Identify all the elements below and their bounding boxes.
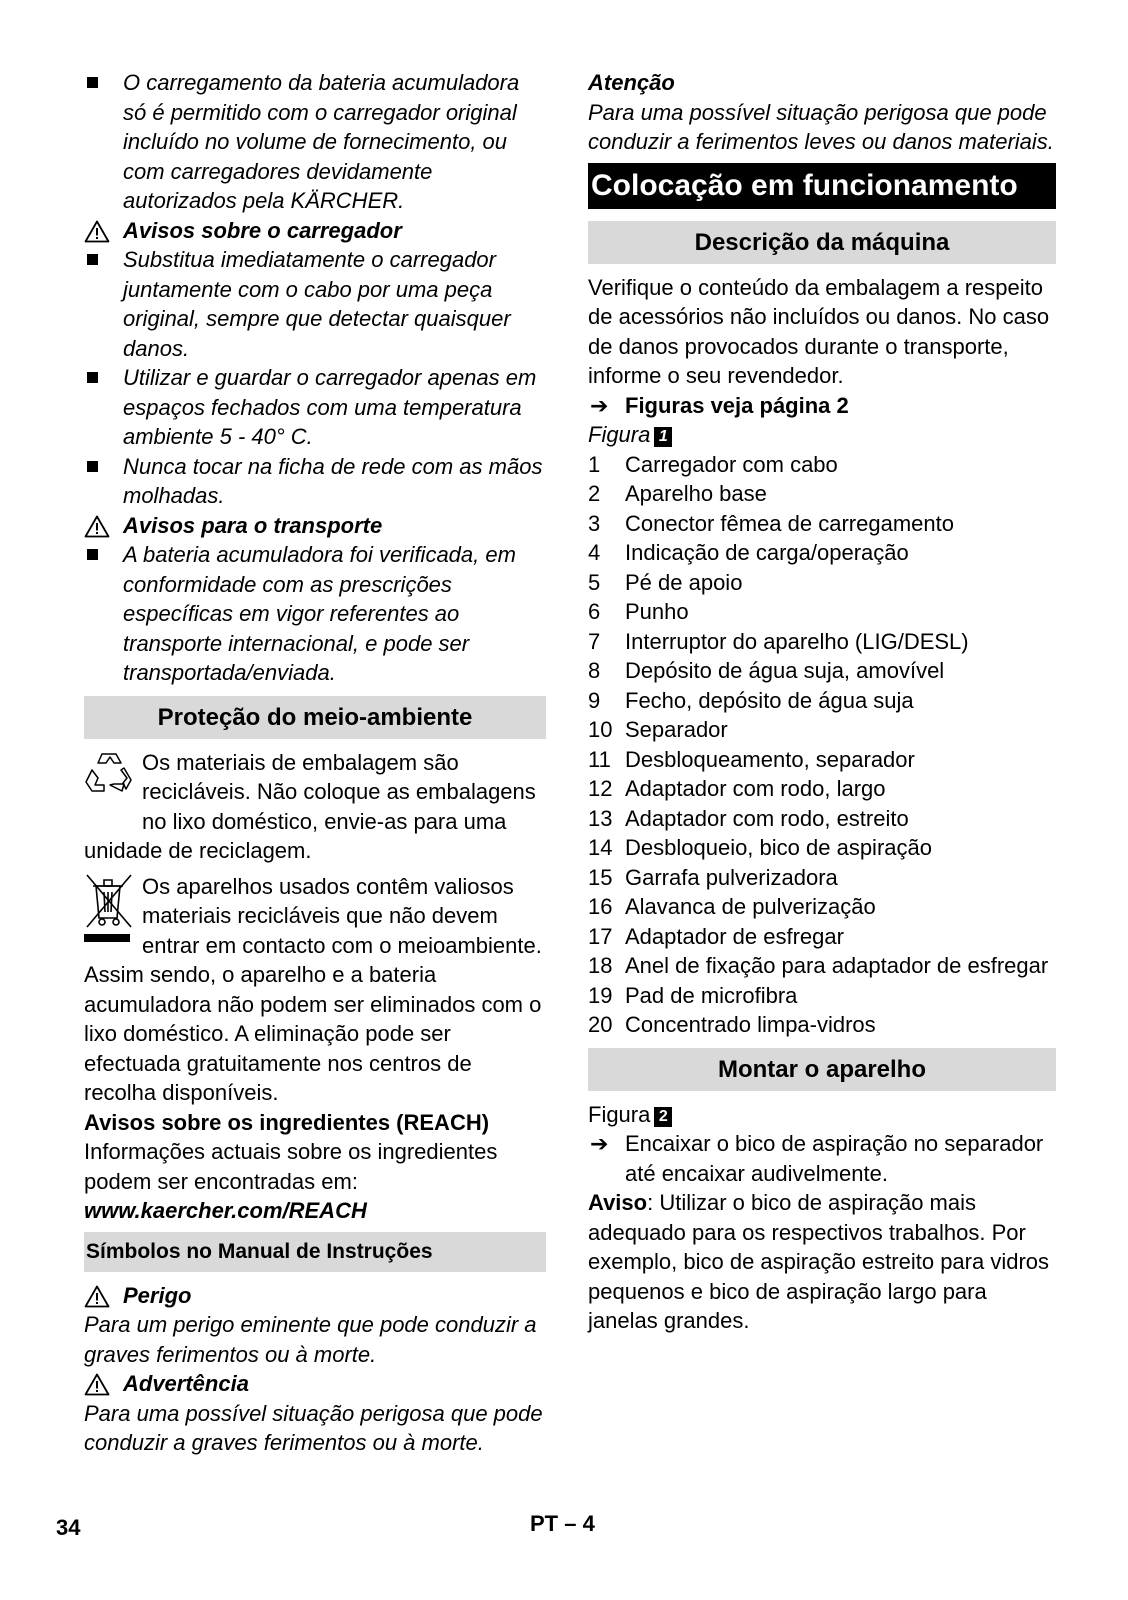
list-item [588, 863, 1056, 893]
bullet-charging: O carregamento da bateria acumuladora só é permitido com o carregador original incluído no volume de fornecimento, ou com carregadores devidamente autorizados pela KÄRCHER. [84, 68, 546, 216]
item-number: 17 [588, 923, 613, 949]
warning-triangle-icon [84, 220, 110, 243]
item-text: Interruptor do aparelho (LIG/DESL) [625, 628, 969, 654]
item-text: Adaptador com rodo, largo [625, 776, 886, 801]
charger-warning-heading [84, 216, 546, 246]
parts-list [588, 450, 1056, 1040]
list-item: A bateria acumuladora foi verificada, em conformidade com as prescrições específicas em vigor referentes ao transporte internacional, e pode ser transportada/enviada. [84, 540, 546, 688]
list-item [588, 774, 1056, 804]
item-text: Carregador com cabo [625, 451, 838, 477]
list-item [588, 892, 1056, 922]
list-item: Utilizar e guardar o carregador apenas em espaços fechados com uma temperatura ambiente 5 - 40° C. [84, 363, 546, 452]
caution-text: Para uma possível situação perigosa que pode conduzir a ferimentos leves ou danos materiais. [588, 99, 1054, 154]
item-number: 8 [588, 658, 601, 683]
machine-description-title: Descrição da máquina [588, 221, 1056, 264]
crossed-bin-icon [84, 872, 142, 950]
item-text: Depósito de água suja, amovível [625, 658, 945, 683]
recycling-paragraph [84, 748, 546, 866]
item-text: Indicação de carga/operação [625, 540, 909, 565]
list-item: Nunca tocar na ficha de rede com as mãos molhadas. [84, 452, 546, 511]
chapter-title: Colocação em funcionamento [588, 163, 1056, 209]
transport-warning-heading [84, 511, 546, 541]
item-text: Pad de microfibra [625, 982, 798, 1008]
list-item [588, 804, 1056, 834]
environment-section-title: Proteção do meio-ambiente [84, 696, 546, 739]
recycling-text: Os materiais de embalagem são recicláveis. Não coloque as embalagens no lixo doméstico, envie-as para uma unidade de reciclagem. [84, 749, 536, 863]
list-item [588, 450, 1056, 480]
item-text: Conector fêmea de carregamento [625, 510, 954, 536]
item-text: Adaptador de esfregar [625, 923, 844, 949]
list-item [588, 568, 1056, 598]
item-number: 14 [588, 835, 613, 860]
left-column [84, 68, 546, 1458]
note-label: Aviso [588, 1190, 648, 1215]
item-number: 15 [588, 864, 613, 890]
item-text: Aparelho base [625, 481, 767, 506]
list-item [588, 686, 1056, 716]
warning-triangle-icon [84, 515, 110, 538]
list-item [588, 981, 1056, 1011]
item-number: 2 [588, 481, 601, 506]
assemble-step [588, 1129, 1056, 1188]
danger-heading [84, 1281, 546, 1311]
list-item [588, 1010, 1056, 1040]
danger-text: Para um perigo eminente que pode conduzir a graves ferimentos ou à morte. [84, 1312, 537, 1367]
item-text: Concentrado limpa-vidros [625, 1012, 876, 1037]
warning-triangle-icon [84, 1285, 110, 1308]
weee-text: Os aparelhos usados contêm valiosos materiais recicláveis que não devem entrar em contacto com o meioambiente. Assim sendo, o aparelho e a bateria acumuladora não podem ser eliminados com o lixo doméstico. A eliminação pode ser efectuada gratuitamente nos centros de recolha disponíveis. [84, 873, 542, 1105]
list-item [588, 509, 1056, 539]
list-item [588, 833, 1056, 863]
list-item [588, 656, 1056, 686]
item-number: 10 [588, 717, 613, 742]
reach-heading: Avisos sobre os ingredientes (REACH) [84, 1109, 490, 1135]
item-number: 5 [588, 569, 601, 595]
item-text: Punho [625, 599, 689, 624]
weee-paragraph [84, 872, 546, 1108]
warning-title: Advertência [123, 1371, 249, 1396]
reach-text: Informações actuais sobre os ingredientes podem ser encontradas em: [84, 1139, 498, 1194]
item-number: 1 [588, 451, 601, 477]
recycling-icon [84, 748, 142, 808]
warning-heading [84, 1369, 546, 1399]
list-item: Substitua imediatamente o carregador juntamente com o cabo por uma peça original, sempre que detectar quaisquer danos. [84, 245, 546, 363]
machine-description-text: Verifique o conteúdo da embalagem a respeito de acessórios não incluídos ou danos. No caso de danos provocados durante o transporte, informe o seu revendedor. [588, 274, 1050, 388]
item-number: 4 [588, 540, 601, 565]
assemble-section-title: Montar o aparelho [588, 1048, 1056, 1091]
item-text: Separador [625, 717, 728, 742]
note-text: : Utilizar o bico de aspiração mais adequado para os respectivos trabalhos. Por exemplo, bico de aspiração estreito para vidros pequenos e bico de aspiração largo para janelas grandes. [588, 1190, 1050, 1333]
figures-reference [588, 391, 1056, 421]
item-number: 7 [588, 628, 601, 654]
item-text: Anel de fixação para adaptador de esfregar [625, 953, 1049, 978]
arrow-right-icon: ➔ [590, 1131, 609, 1156]
item-number: 9 [588, 687, 601, 713]
figure-number-badge: 1 [654, 427, 672, 447]
item-number: 16 [588, 894, 613, 919]
danger-title: Perigo [123, 1282, 192, 1308]
item-text: Desbloqueamento, separador [625, 746, 915, 772]
warning-triangle-icon [84, 1373, 110, 1396]
warning-text: Para uma possível situação perigosa que pode conduzir a graves ferimentos ou à morte. [84, 1400, 543, 1455]
item-number: 18 [588, 953, 613, 978]
list-item [588, 922, 1056, 952]
language-page-label: PT – 4 [530, 1511, 595, 1536]
charger-warning-title: Avisos sobre o carregador [123, 217, 402, 243]
item-number: 3 [588, 510, 601, 536]
item-number: 11 [588, 746, 611, 772]
figure-label-text: Figura [588, 1101, 651, 1127]
item-number: 19 [588, 982, 613, 1008]
item-number: 12 [588, 776, 613, 801]
item-text: Fecho, depósito de água suja [625, 687, 914, 713]
figure-1-label [588, 420, 1056, 450]
list-item [588, 715, 1056, 745]
figure-number-badge: 2 [654, 1107, 672, 1127]
item-text: Alavanca de pulverização [625, 894, 876, 919]
item-number: 20 [588, 1012, 613, 1037]
caution-heading: Atenção [588, 70, 675, 95]
transport-warning-title: Avisos para o transporte [123, 512, 383, 538]
note-paragraph [588, 1188, 1056, 1336]
item-text: Adaptador com rodo, estreito [625, 805, 909, 831]
page-number: 34 [56, 1515, 81, 1540]
list-item [588, 538, 1056, 568]
figure-label-text: Figura [588, 422, 651, 447]
item-text: Pé de apoio [625, 569, 743, 595]
right-column [588, 68, 1056, 1336]
figure-2-label [588, 1100, 1056, 1130]
item-text: Garrafa pulverizadora [625, 864, 838, 890]
list-item [588, 745, 1056, 775]
reach-link[interactable]: www.kaercher.com/REACH [84, 1198, 367, 1223]
list-item [588, 479, 1056, 509]
assemble-step-text: Encaixar o bico de aspiração no separador até encaixar audivelmente. [625, 1131, 1044, 1186]
arrow-right-icon: ➔ [590, 392, 609, 418]
item-text: Desbloqueio, bico de aspiração [625, 835, 932, 860]
symbols-section-title: Símbolos no Manual de Instruções [84, 1232, 546, 1272]
item-number: 13 [588, 805, 613, 831]
figures-reference-text: Figuras veja página 2 [625, 392, 849, 418]
list-item [588, 627, 1056, 657]
list-item [588, 951, 1056, 981]
item-number: 6 [588, 599, 601, 624]
list-item [588, 597, 1056, 627]
